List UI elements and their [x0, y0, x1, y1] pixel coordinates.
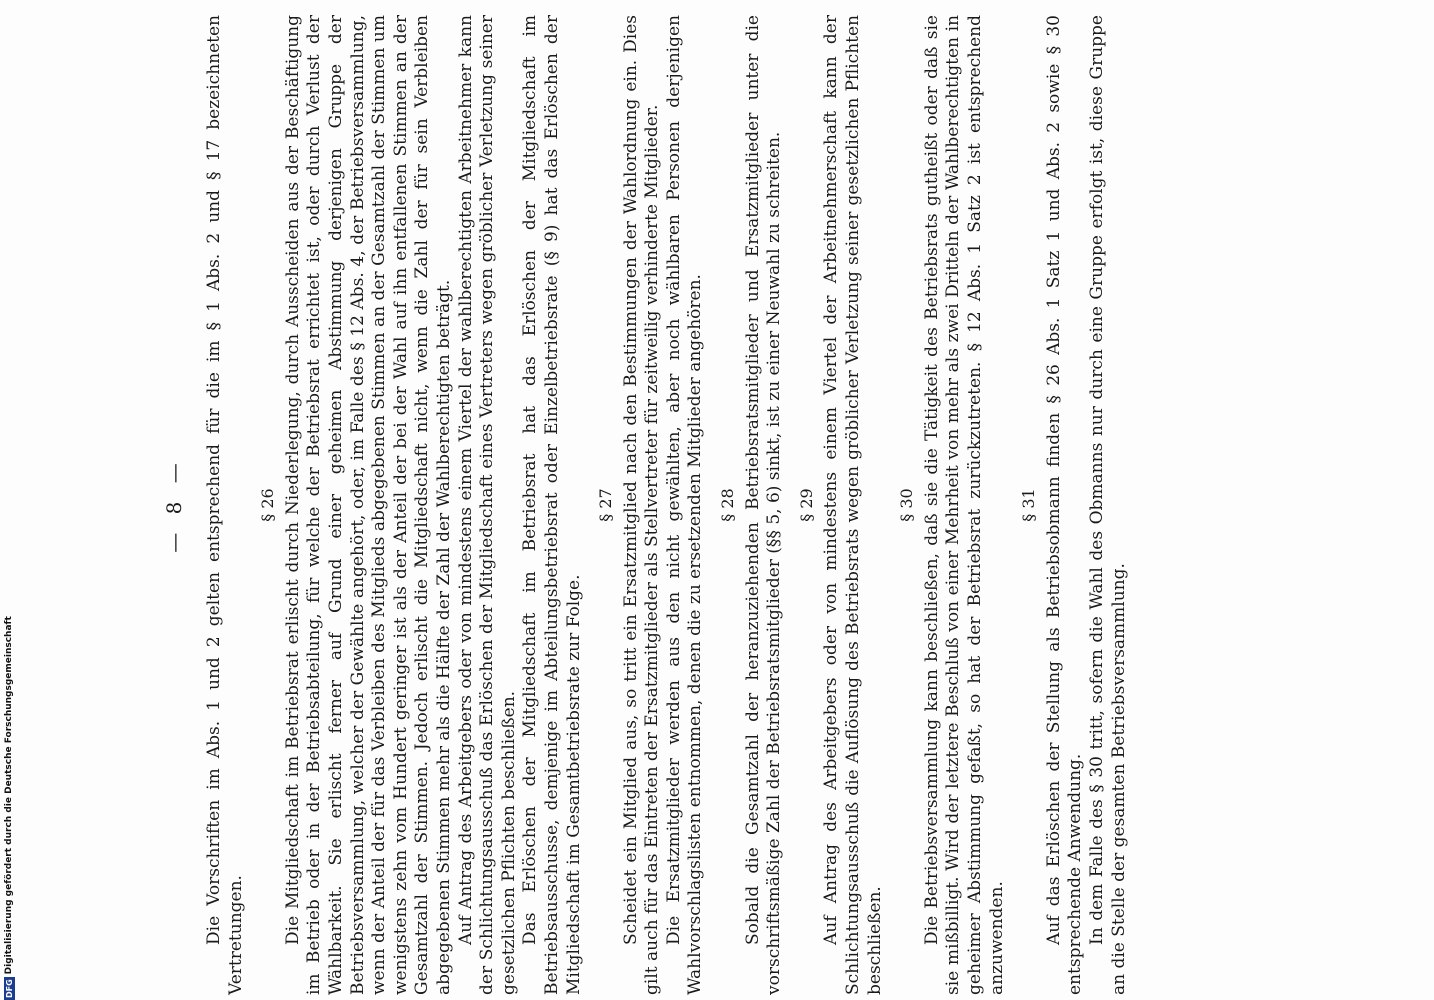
- section-heading-29: § 29: [796, 488, 816, 522]
- section-heading-27: § 27: [596, 488, 616, 522]
- section-29-paragraph-1: Auf Antrag des Arbeitgebers oder von mindestens einem Viertel der Arbeitnehmerschaft kann der Schlichtungsausschuß die Auflösung des Betriebsrats wegen gröblicher Verletzung seiner gesetzlichen Pflichten beschließen.: [821, 15, 885, 995]
- section-31-paragraph-1: Auf das Erlöschen der Stellung als Betriebsobmann finden § 26 Abs. 1 Satz 1 und Abs. 2 sowie § 30 entsprechende Anwendung.: [1043, 15, 1086, 995]
- section-heading-26: § 26: [258, 488, 278, 522]
- credit-text: Digitalisierung gefördert durch die Deutsche Forschungsgemeinschaft: [4, 616, 14, 975]
- intro-paragraph: Die Vorschriften im Abs. 1 und 2 gelten entsprechend für die im § 1 Abs. 2 und § 17 bezeichneten Vertretungen.: [204, 15, 246, 995]
- section-27-paragraph-1: Scheidet ein Mitglied aus, so tritt ein Ersatzmitglied nach den Bestimmungen der Wahlordnung ein. Dies gilt auch für das Eintreten der Ersatzmitglieder als Stellvertreter für zeitweilig verhinderte Mitglieder.: [620, 15, 663, 995]
- section-26-paragraph-1: Die Mitgliedschaft im Betriebsrat erlischt durch Niederlegung, durch Ausscheiden aus der Beschäftigung im Betrieb oder in der Betriebsabteilung, für welche der Betriebsrat errichtet ist, oder durch Verlust der Wählbarkeit. Sie erlischt ferner auf Grund einer geheimen Abstimmung derjenigen Gruppe der Betriebsversammlung, welcher der Gewählte angehört, oder, im Falle des § 12 Abs. 4, der Betriebsversammlung, wenn der Anteil der für das Verbleiben des Mitglieds abgegebenen Stimmen an der Gesamtzahl der Stimmen um wenigstens zehn vom Hundert geringer ist als der Anteil der bei der Wahl auf ihn entfallenen Stimmen an der Gesamtzahl der Stimmen. Jedoch erlischt die Mitgliedschaft nicht, wenn die Zahl der für sein Verbleiben abgegebenen Stimmen mehr als die Hälfte der Zahl der Wahlberechtigten beträgt.: [282, 15, 454, 995]
- section-26-paragraph-2: Auf Antrag des Arbeitgebers oder von mindestens einem Viertel der wahlberechtigten Arbeitnehmer kann der Schlichtungsausschuß das Erlöschen der Mitgliedschaft eines Vertreters wegen gröblicher Verletzung seiner gesetzlichen Pflichten beschließen.: [455, 15, 519, 995]
- digitization-credit: [2, 616, 16, 1000]
- section-heading-31: § 31: [1019, 488, 1039, 522]
- document-page: [148, 15, 1268, 995]
- section-heading-28: § 28: [718, 488, 738, 522]
- page-number: — 8 —: [162, 457, 186, 553]
- section-26-paragraph-3: Das Erlöschen der Mitgliedschaft im Betriebsrat hat das Erlöschen der Mitgliedschaft im Betriebsausschusse, demjenige im Abteilungsbetriebsrat oder Einzelbetriebsrate (§ 9) hat das Erlöschen der Mitgliedschaft im Gesamtbetriebsrate zur Folge.: [520, 15, 584, 995]
- section-31-paragraph-2: In dem Falle des § 30 tritt, sofern die Wahl des Obmanns nur durch eine Gruppe erfolgt ist, diese Gruppe an die Stelle der gesamten Betriebsversammlung.: [1086, 15, 1129, 995]
- dfg-logo: DFG: [4, 979, 14, 998]
- section-30-paragraph-1: Die Betriebsversammlung kann beschließen, daß sie die Tätigkeit des Betriebsrats gutheißt oder daß sie sie mißbilligt. Wird der letztere Beschluß von einer Mehrheit von mehr als zwei Dritteln der Wahlberechtigten in geheimer Abstimmung gefaßt, so hat der Betriebsrat zurückzutreten. § 12 Abs. 1 Satz 2 ist entsprechend anzuwenden.: [921, 15, 1007, 995]
- section-heading-30: § 30: [897, 488, 917, 522]
- section-28-paragraph-1: Sobald die Gesamtzahl der heranzuziehenden Betriebsratsmitglieder und Ersatzmitglieder unter die vorschriftsmäßige Zahl der Betriebsratsmitglieder (§§ 5, 6) sinkt, ist zu einer Neuwahl zu schreiten.: [742, 15, 785, 995]
- section-27-paragraph-2: Die Ersatzmitglieder werden aus den nicht gewählten, aber noch wählbaren Personen derjenigen Wahlvorschlagslisten entnommen, denen die zu ersetzenden Mitglieder angehören.: [663, 15, 706, 995]
